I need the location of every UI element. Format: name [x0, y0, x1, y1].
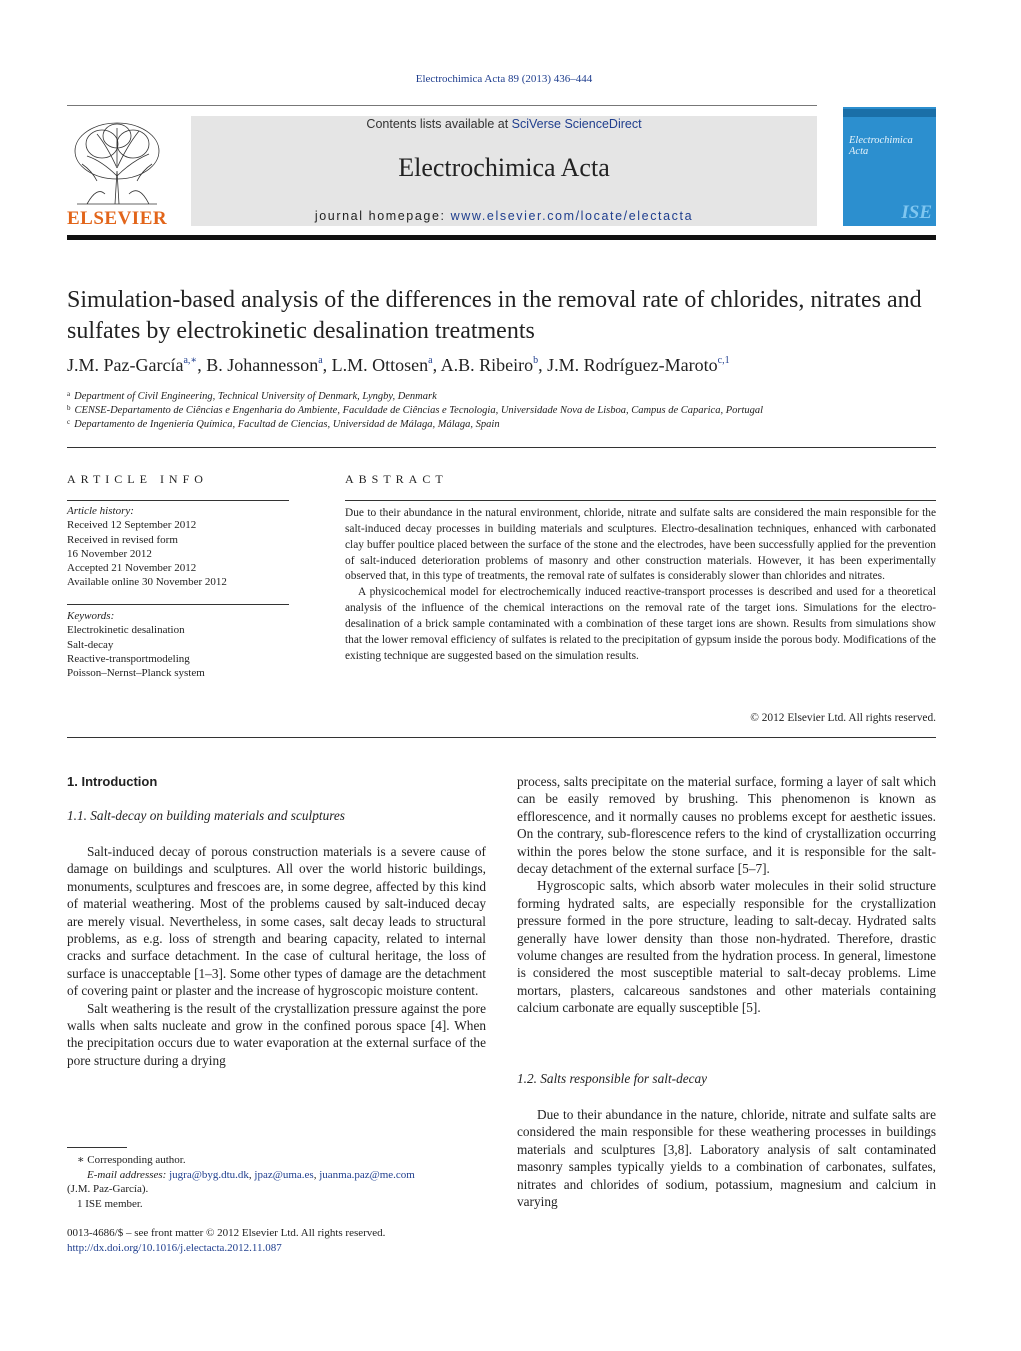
body-paragraph: Hygroscopic salts, which absorb water molecules in their solid structure forming hydrated salts, are especially responsible for the crystallization pressure formed in the pore structure, leading to salt-decay. Hydrated salts generally have lower density than those non-hydrated. Therefore, drastic volume changes are resulted from the hydration process. In general, limestone is considered the most susceptible material to salt-decay problems. Lime mortars, plasters, calcareous sandstones and other materials containing calcium carbonate are equally susceptible [5]. — [517, 878, 936, 1016]
homepage-link[interactable]: www.elsevier.com/locate/electacta — [450, 209, 694, 223]
body-paragraph: process, salts precipitate on the material surface, forming a layer of salt which can be easily removed by brushing. This phenomenon is known as efflorescence, and it normally causes no problems except for aesthetic issues. On the contrary, sub-florescence refers to the kind of crystallization occurring within the pores below the stone surface, and it is responsible for the salt-decay detachment of the external surface [5–7]. — [517, 774, 936, 877]
sciencedirect-link[interactable]: SciVerse ScienceDirect — [511, 117, 642, 131]
email-link[interactable]: jpaz@uma.es — [254, 1168, 314, 1181]
author-affiliation-mark[interactable]: b — [533, 355, 539, 366]
header-divider — [67, 105, 817, 106]
affiliation-mark: c — [67, 418, 71, 426]
author-affiliation-mark[interactable]: a — [318, 355, 323, 366]
frontmatter-divider — [67, 447, 936, 448]
abstract-body — [345, 506, 936, 664]
issn-line: 0013-4686/$ – see front matter © 2012 Elsevier Ltd. All rights reserved. — [67, 1227, 386, 1239]
article-info-rule — [67, 500, 289, 501]
affiliation-text: Department of Civil Engineering, Technical University of Denmark, Lyngby, Denmark — [74, 391, 437, 402]
email-link[interactable]: jugra@byg.dtu.dk — [169, 1168, 249, 1181]
body-paragraph: Salt weathering is the result of the crystallization pressure against the pore walls when salts nucleate and grow in the confined porous space [4]. When the precipitation occurs due to water evaporation at the external surface of the pore structure during a drying — [67, 1000, 486, 1068]
history-label: Article history: — [67, 505, 134, 517]
cover-title: Electrochimica Acta — [849, 135, 913, 157]
body-paragraph: Due to their abundance in the nature, chloride, nitrate and sulfate salts are considered the main responsible for these weathering processes in buildings materials and sculptures [3,8]. Laboratory analysis of salt contaminated masonry samples typically yields to a combination of carbonates, sulfates, nitrates and chlorides of sodium, potassium, magnesium and calcium in varying — [517, 1107, 936, 1210]
affiliation-mark: b — [67, 404, 71, 412]
footnote-rule — [67, 1147, 127, 1148]
journal-citation[interactable]: Electrochimica Acta 89 (2013) 436–444 — [415, 73, 593, 85]
affiliation — [67, 390, 947, 402]
header-thick-rule — [67, 235, 936, 240]
affiliation — [67, 404, 947, 416]
history-item: Accepted 21 November 2012 — [67, 562, 197, 575]
doi-link[interactable]: http://dx.doi.org/10.1016/j.electacta.2012.11.087 — [67, 1241, 282, 1254]
right-column-text-bottom — [517, 1106, 936, 1210]
keyword: Poisson–Nernst–Planck system — [67, 667, 205, 680]
keyword: Salt-decay — [67, 638, 114, 651]
body-paragraph: Salt-induced decay of porous construction materials is a severe cause of damage on buildings and sculptures. All over the world historic buildings, monuments, sculptures and frescoes are, in some degree, affected by this kind of material weathering. Most of the problems caused by salt-induced decay are merely visual. Nevertheless, in some cases, salt decay leads to structural problems, as e.g. loss of strength and bearing capacity, related to internal cracks and surface detachment. In the case of cultural heritage, the loss of surface is unacceptable [1–3]. Some other types of damage are the detachment of covering paint or plaster and the increase of hygroscopic moisture content. — [67, 844, 486, 999]
author-affiliation-mark[interactable]: a,∗ — [183, 355, 198, 366]
article-history — [67, 504, 297, 590]
affiliation-mark: a — [67, 390, 71, 398]
article-info-heading: ARTICLE INFO — [67, 472, 208, 486]
author-affiliation-mark[interactable]: c,1 — [717, 355, 730, 366]
author-name[interactable]: A.B. Ribeiro — [440, 355, 534, 375]
section-heading: 1. Introduction — [67, 774, 158, 789]
abstract-paragraph: A physicochemical model for electrochemically induced reactive-transport processes is described and used for a theoretical analysis of the influence of the chemical interactions on the removal rate of the target ions. Simulations for the electro-desalination of a brick sample contaminated with a combination of these target ions are shown. Results from simulations show that the lower removal efficiency of sulfates is related to the precipitation of gypsum inside the porous body. Modifications of the existing technique are suggested based on the simulation results. — [345, 586, 936, 662]
journal-homepage — [191, 209, 817, 223]
journal-cover-image[interactable] — [843, 107, 936, 226]
footnotes — [67, 1153, 487, 1211]
keywords-block — [67, 609, 297, 680]
author-affiliation-mark[interactable]: a — [428, 355, 433, 366]
email-label: E-mail addresses: — [87, 1168, 170, 1181]
history-item: Received in revised form — [67, 533, 178, 546]
keyword: Reactive-transportmodeling — [67, 652, 190, 665]
abstract-rule — [345, 500, 936, 501]
email-owner: (J.M. Paz-García). — [67, 1183, 149, 1195]
corresponding-author-note: ∗ Corresponding author. — [77, 1154, 186, 1166]
left-column-text — [67, 843, 486, 1069]
ise-member-note: 1 ISE member. — [77, 1197, 143, 1210]
article-title: Simulation-based analysis of the differences in the removal rate of chlorides, nitrates and sulfates by electrokinetic desalination treatments — [67, 287, 922, 344]
author-name[interactable]: L.M. Ottosen — [331, 355, 429, 375]
subsection-heading: 1.2. Salts responsible for salt-decay — [517, 1071, 708, 1086]
abstract-paragraph: Due to their abundance in the natural environment, chloride, nitrate and sulfate salts are considered the main responsible for the salt-induced decay processes in building materials and sculptures. Electro-desalination techniques, enhanced with carbonated clay buffer poultice placed between the surface of the stone and the electrodes, have been successfully applied for the prevention of salt-induced deterioration problems of masonry and other construction materials. However, it has been experimentally observed that, in this type of treatments, the removal rate of sulfates is considerably slower than chlorides and nitrates. — [345, 507, 936, 583]
cover-strip — [843, 109, 936, 117]
affiliation — [67, 418, 947, 430]
contents-prefix: Contents lists available at — [366, 117, 512, 131]
journal-title: Electrochimica Acta — [398, 153, 610, 182]
author-name[interactable]: J.M. Paz-García — [67, 355, 184, 375]
abstract-heading: ABSTRACT — [345, 472, 448, 486]
right-column-text-top — [517, 773, 936, 1017]
subsection-heading: 1.1. Salt-decay on building materials and sculptures — [67, 808, 345, 823]
publication-info — [67, 1226, 487, 1255]
email-note: E-mail addresses: jugra@byg.dtu.dk, jpaz@uma.es, juanma.paz@me.com — [87, 1168, 415, 1181]
cover-ise-badge: ISE — [901, 202, 932, 223]
affiliation-text: Departamento de Ingeniería Química, Facultad de Ciencias, Universidad de Málaga, Málaga, Spain — [74, 419, 500, 430]
keywords-label: Keywords: — [67, 610, 115, 622]
homepage-prefix: journal homepage: — [314, 209, 451, 223]
author-name[interactable]: B. Johannesson — [206, 355, 319, 375]
abstract-copyright: © 2012 Elsevier Ltd. All rights reserved. — [750, 712, 936, 724]
history-item: Available online 30 November 2012 — [67, 576, 227, 589]
history-item: 16 November 2012 — [67, 547, 152, 560]
email-link[interactable]: juanma.paz@me.com — [319, 1168, 415, 1181]
author-name[interactable]: J.M. Rodríguez-Maroto — [547, 355, 718, 375]
elsevier-wordmark: ELSEVIER — [67, 208, 168, 229]
abstract-divider — [67, 737, 936, 738]
keywords-rule — [67, 604, 289, 605]
affiliation-text: CENSE-Departamento de Ciências e Engenharia do Ambiente, Faculdade de Ciências e Tecnologia, Universidade Nova de Lisboa, Campus de Caparica, Portugal — [74, 405, 764, 416]
contents-availability — [191, 117, 817, 131]
keyword: Electrokinetic desalination — [67, 624, 185, 637]
author-list: J.M. Paz-García$^{a,∗}$, B. Johannesson$^a$, L.M. Ottosen$^a$, A.B. Ribeiro$^b$, J.M. Rodríguez-Maroto$^{c,1}$ — [67, 355, 730, 375]
history-item: Received 12 September 2012 — [67, 519, 197, 532]
